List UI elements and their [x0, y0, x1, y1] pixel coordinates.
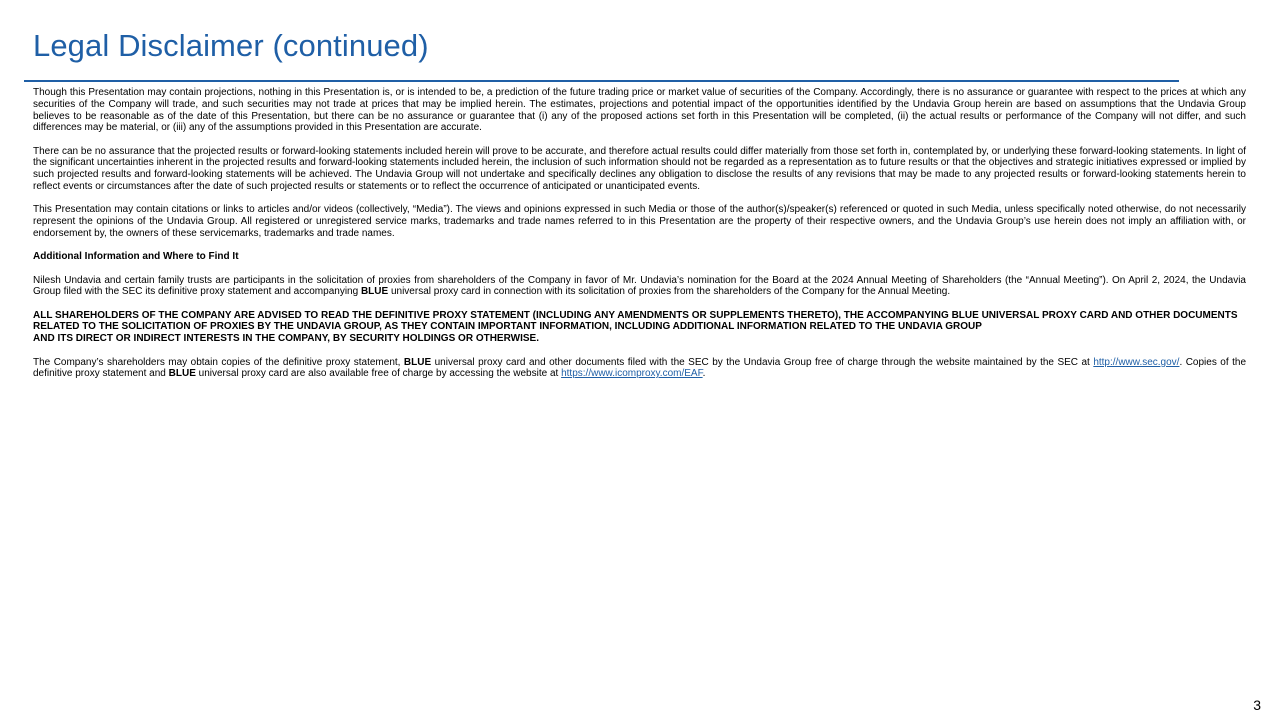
section-heading: Additional Information and Where to Find It: [33, 251, 239, 263]
projections-paragraph: Though this Presentation may contain projections, nothing in this Presentation is, or is intended to be, a prediction of the future trading price or market value of securities of the Company. Accordingly, there is no assurance or guarantee with respect to the prices at which any securities of the Company will trade, and such securities may not trade at prices that may be implied herein. The estimates, projections and potential impact of the opportunities identified by the Undavia Group herein are based on assumptions that the Undavia Group believes to be reasonable as of the date of this Presentation, but there can be no assurance or guarantee that (i) any of the proposed actions set forth in this Presentation will be completed, (ii) the actual results or performance of the Company will not differ, and such differences may be material, or (iii) any of the assumptions provided in this Presentation are accurate.: [33, 87, 1246, 134]
copies-text-1: The Company’s shareholders may obtain copies of the definitive proxy statement,: [33, 356, 404, 368]
blue-emphasis: BLUE: [360, 286, 389, 298]
copies-text-3: . Copies of the definitive proxy statement and: [33, 356, 1247, 380]
shareholder-advisory: [33, 310, 1246, 345]
blue-emphasis: BLUE: [403, 356, 432, 368]
copies-text-4: universal proxy card are also available free of charge by accessing the website at: [195, 368, 562, 380]
advisory-line-2: AND ITS DIRECT OR INDIRECT INTERESTS IN THE COMPANY, BY SECURITY HOLDINGS OR OTHERWISE.: [33, 333, 539, 345]
disclaimer-body: [33, 87, 1246, 392]
participants-text-1: Nilesh Undavia and certain family trusts are participants in the solicitation of proxies from shareholders of the Company in favor of Mr. Undavia’s nomination for the Board at the 2024 Annual Meeting of Shareholders (the “Annual Meeting”). On April 2, 2024, the Undavia Group filed with the SEC its definitive proxy statement and accompanying: [33, 274, 1246, 298]
participants-text-2: universal proxy card in connection with its solicitation of proxies from the shareholders of the Company for the Annual Meeting.: [388, 286, 951, 298]
copies-paragraph: [33, 357, 1246, 381]
copies-text-5: .: [702, 368, 706, 380]
participants-paragraph: [33, 275, 1246, 299]
sec-link[interactable]: http://www.sec.gov/: [1093, 356, 1180, 368]
title-divider: [24, 80, 1179, 82]
copies-text-2: universal proxy card and other documents filed with the SEC by the Undavia Group free of charge through the website maintained by the SEC at: [431, 356, 1094, 368]
page-number: 3: [1253, 697, 1261, 713]
media-paragraph: This Presentation may contain citations or links to articles and/or videos (collectively, “Media”). The views and opinions expressed in such Media or those of the author(s)/speaker(s) referenced or quoted in such Media, unless specifically noted otherwise, do not necessarily represent the opinions of the Undavia Group. All registered or unregistered service marks, trademarks and trade names referred to in this Presentation are the property of their respective owners, and the Undavia Group’s use herein does not imply an affiliation with, or endorsement by, the owners of these servicemarks, trademarks and trade names.: [33, 204, 1246, 239]
icomproxy-link[interactable]: https://www.icomproxy.com/EAF: [561, 368, 703, 380]
forward-looking-paragraph: There can be no assurance that the projected results or forward-looking statements included herein will prove to be accurate, and therefore actual results could differ materially from those set forth in, contemplated by, or underlying these forward-looking statements. In light of the significant uncertainties inherent in the projected results and forward-looking statements included herein, the inclusion of such information should not be regarded as a representation as to future results or that the objectives and strategic initiatives expressed or implied by such projected results and forward-looking statements will be achieved. The Undavia Group will not undertake and specifically declines any obligation to disclose the results of any revisions that may be made to any projected results or forward-looking statements herein to reflect events or circumstances after the date of such projected results or statements or to reflect the occurrence of anticipated or unanticipated events.: [33, 145, 1246, 193]
advisory-line-1: ALL SHAREHOLDERS OF THE COMPANY ARE ADVISED TO READ THE DEFINITIVE PROXY STATEMENT (INCLUDING ANY AMENDMENTS OR SUPPLEMENTS THERETO), THE ACCOMPANYING BLUE UNIVERSAL PROXY CARD AND OTHER DOCUMENTS RELATED TO THE SOLICITATION OF PROXIES BY THE UNDAVIA GROUP, AS THEY CONTAIN IMPORTANT INFORMATION, INCLUDING ADDITIONAL INFORMATION RELATED TO THE UNDAVIA GROUP: [33, 309, 1238, 333]
page-title: Legal Disclaimer (continued): [33, 28, 429, 63]
blue-emphasis: BLUE: [168, 368, 196, 380]
